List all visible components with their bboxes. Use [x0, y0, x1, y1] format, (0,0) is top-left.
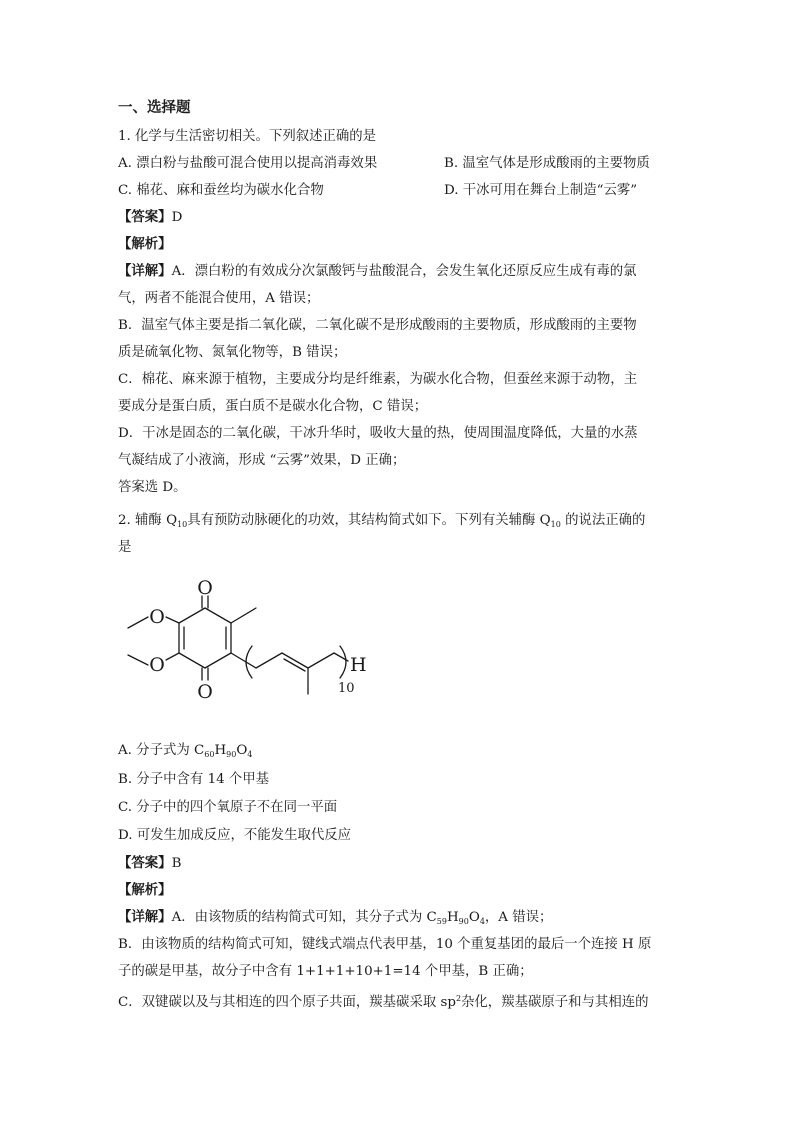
atom-o-bottom: O	[197, 681, 213, 703]
atom-h-terminal: H	[350, 654, 367, 676]
q2-option-a-sub-o: 4	[247, 750, 253, 759]
q2-analysis-tag: 【解析】	[118, 883, 172, 898]
coenzyme-q10-structure	[118, 572, 388, 722]
q2-option-b: B. 分子中含有 14 个甲基	[118, 772, 270, 787]
q1-detail-line-2: 气，两者不能混合使用，A 错误；	[118, 291, 320, 306]
q1-detail-line-6: 要成分是蛋白质，蛋白质不是碳水化合物，C 错误；	[118, 399, 428, 414]
ring-bond	[179, 653, 205, 668]
section-title: 一、选择题	[118, 100, 191, 116]
methoxy-bond	[166, 617, 179, 623]
q2-detail-line-4	[118, 989, 649, 1013]
q2-detail-tag: 【详解】	[118, 910, 172, 925]
q2-detail-text-4-end: 杂化，羰基碳原子和与其相连的	[461, 995, 649, 1010]
q1-analysis-tag: 【解析】	[118, 237, 172, 252]
q2-detail-sup: 2	[455, 994, 462, 1003]
q1-detail-line-9: 答案选 D。	[118, 480, 187, 495]
atom-o-methoxy-2: O	[149, 654, 165, 676]
q1-option-d: D. 干冰可用在舞台上制造“云雾”	[444, 183, 638, 198]
q1-answer-tag: 【答案】	[118, 210, 172, 225]
ring-bond	[179, 608, 205, 623]
q2-detail-text-1-end: ，A 错误；	[484, 910, 553, 925]
q1-option-c: C. 棉花、麻和蚕丝均为碳水化合物	[118, 183, 324, 198]
q2-detail-text-1: A．由该物质的结构简式可知，其分子式为 C	[171, 910, 437, 925]
q2-stem-line-1	[118, 511, 645, 535]
q2-option-a-o: O	[236, 743, 248, 758]
q2-option-a	[118, 741, 252, 765]
q2-detail-sub-c: 59	[436, 917, 447, 926]
methyl-bond	[231, 608, 256, 623]
q1-detail-tag: 【详解】	[118, 264, 172, 279]
q2-answer-value: B	[171, 856, 182, 871]
q2-answer	[118, 854, 181, 874]
q2-option-a-sub-h: 90	[226, 750, 237, 759]
q2-detail-h: H	[446, 910, 459, 925]
q2-detail-o: O	[468, 910, 480, 925]
q1-answer-value: D	[171, 210, 183, 225]
q2-stem-part-1: 2. 辅酶 Q	[118, 513, 178, 528]
q2-stem-part-2: 具有预防动脉硬化的功效，其结构简式如下。下列有关辅酶 Q	[187, 513, 551, 528]
q2-option-a-sub-c: 60	[204, 750, 215, 759]
q2-option-d: D. 可发生加成反应，不能发生取代反应	[118, 828, 352, 843]
q1-options-row-2	[118, 181, 678, 201]
q2-option-a-text: A. 分子式为 C	[118, 743, 205, 758]
q1-detail-line-3: B．温室气体主要是指二氧化碳，二氧化碳不是形成酸雨的主要物质，形成酸雨的主要物	[118, 318, 637, 333]
q1-answer	[118, 208, 182, 228]
ring-bond	[205, 608, 231, 623]
q1-detail-line-7: D．干冰是固态的二氧化碳，干冰升华时，吸收大量的热，使周围温度降低，大量的水蒸	[118, 426, 638, 441]
q1-option-a: A. 漂白粉与盐酸可混合使用以提高消毒效果	[118, 156, 378, 171]
q1-detail-text-1: A．漂白粉的有效成分次氯酸钙与盐酸混合，会发生氧化还原反应生成有毒的氯	[171, 264, 637, 279]
q2-stem-line-2: 是	[118, 540, 132, 555]
q2-detail-line-3: 子的碳是甲基，故分子中含有 1+1+1+10+1=14 个甲基，B 正确；	[118, 964, 533, 979]
chain-bond	[308, 653, 334, 668]
q2-detail-line-1	[118, 908, 552, 932]
atom-o-methoxy-1: O	[149, 606, 165, 628]
q2-stem-sub-2: 10	[550, 520, 561, 529]
methoxy-bond	[128, 617, 148, 628]
q1-detail-line-1	[118, 262, 637, 282]
q1-detail-line-8: 气凝结成了小液滴，形成 “云雾”效果，D 正确；	[118, 453, 406, 468]
q1-detail-line-5: C．棉花、麻来源于植物，主要成分均是纤维素，为碳水化合物，但蚕丝来源于动物，主	[118, 372, 638, 387]
methoxy-bond	[128, 655, 148, 665]
q2-detail-text-4: C．双键碳以及与其相连的四个原子共面，羰基碳采取 sp	[118, 995, 456, 1010]
repeat-bracket-right	[340, 646, 346, 678]
atom-o-top: O	[197, 577, 213, 599]
chain-bond	[231, 653, 256, 668]
q2-stem-sub-1: 10	[177, 520, 188, 529]
q1-option-b: B. 温室气体是形成酸雨的主要物质	[444, 156, 650, 171]
q1-options-row-1	[118, 154, 678, 174]
q1-stem: 1. 化学与生活密切相关。下列叙述正确的是	[118, 129, 377, 144]
q2-detail-sub-h: 90	[458, 917, 469, 926]
chain-bond	[256, 653, 282, 668]
q2-detail-line-2: B．由该物质的结构简式可知，键线式端点代表甲基，10 个重复基团的最后一个连接 H 原	[118, 937, 652, 952]
q2-option-a-h: H	[214, 743, 227, 758]
ring-bond	[205, 653, 231, 668]
q1-detail-line-4: 质是硫氧化物、氮氧化物等，B 错误；	[118, 345, 347, 360]
methoxy-bond	[166, 653, 179, 660]
q2-stem-part-3: 的说法正确的	[560, 513, 646, 528]
q2-option-c: C. 分子中的四个氧原子不在同一平面	[118, 800, 338, 815]
repeat-count: 10	[338, 681, 355, 696]
q2-answer-tag: 【答案】	[118, 856, 172, 871]
q2-detail-sub-o: 4	[479, 917, 485, 926]
